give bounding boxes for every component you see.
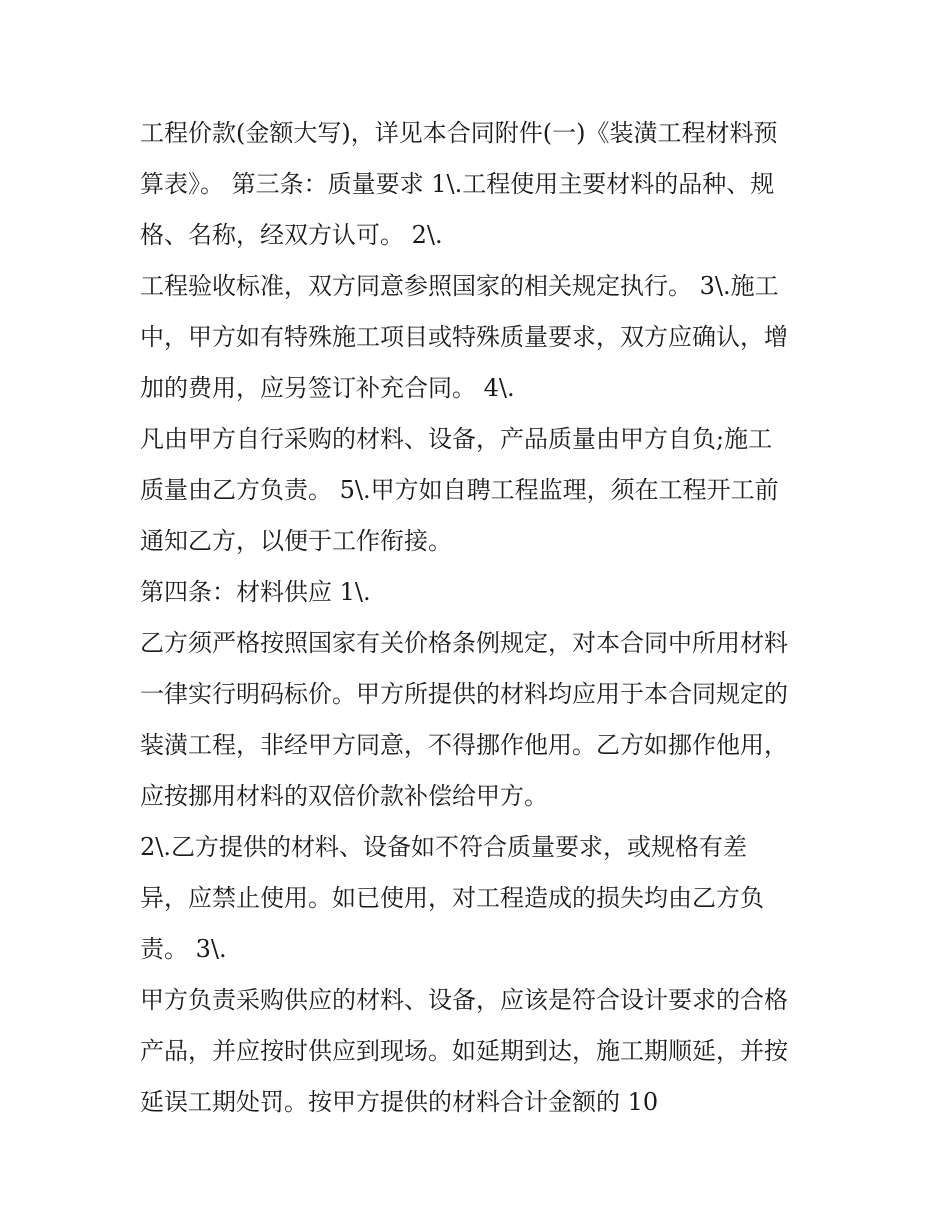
text-line: 算表》。 第三条：质量要求 1\.工程使用主要材料的品种、规 — [140, 170, 775, 198]
text-line: 加的费用，应另签订补充合同。 4\. — [140, 374, 515, 402]
text-line: 装潢工程，非经甲方同意，不得挪作他用。乙方如挪作他用， — [140, 731, 788, 759]
text-line: 工程验收标准，双方同意参照国家的相关规定执行。 3\.施工 — [140, 272, 779, 300]
text-line: 格、名称，经双方认可。 2\. — [140, 221, 443, 249]
text-line: 一律实行明码标价。甲方所提供的材料均应用于本合同规定的 — [140, 680, 788, 708]
text-line: 责。 3\. — [140, 935, 227, 963]
text-line: 中，甲方如有特殊施工项目或特殊质量要求，双方应确认，增 — [140, 323, 788, 351]
text-line: 乙方须严格按照国家有关价格条例规定，对本合同中所用材料 — [140, 629, 788, 657]
text-line: 异，应禁止使用。如已使用，对工程造成的损失均由乙方负 — [140, 884, 764, 912]
text-line: 质量由乙方负责。 5\.甲方如自聘工程监理，须在工程开工前 — [140, 476, 779, 504]
text-line: 产品，并应按时供应到现场。如延期到达，施工期顺延，并按 — [140, 1037, 788, 1065]
text-line: 第四条：材料供应 1\. — [140, 578, 371, 606]
text-line: 凡由甲方自行采购的材料、设备，产品质量由甲方自负;施工 — [140, 425, 773, 453]
text-line: 工程价款(金额大写)，详见本合同附件(一)《装潢工程材料预 — [140, 119, 778, 147]
text-line: 应按挪用材料的双倍价款补偿给甲方。 — [140, 782, 548, 810]
document-body — [140, 108, 820, 1128]
text-line: 延误工期处罚。按甲方提供的材料合计金额的 10 — [140, 1088, 659, 1116]
text-line: 2\.乙方提供的材料、设备如不符合质量要求，或规格有差 — [140, 833, 747, 861]
text-line: 甲方负责采购供应的材料、设备，应该是符合设计要求的合格 — [140, 986, 788, 1014]
text-line: 通知乙方，以便于工作衔接。 — [140, 527, 452, 555]
